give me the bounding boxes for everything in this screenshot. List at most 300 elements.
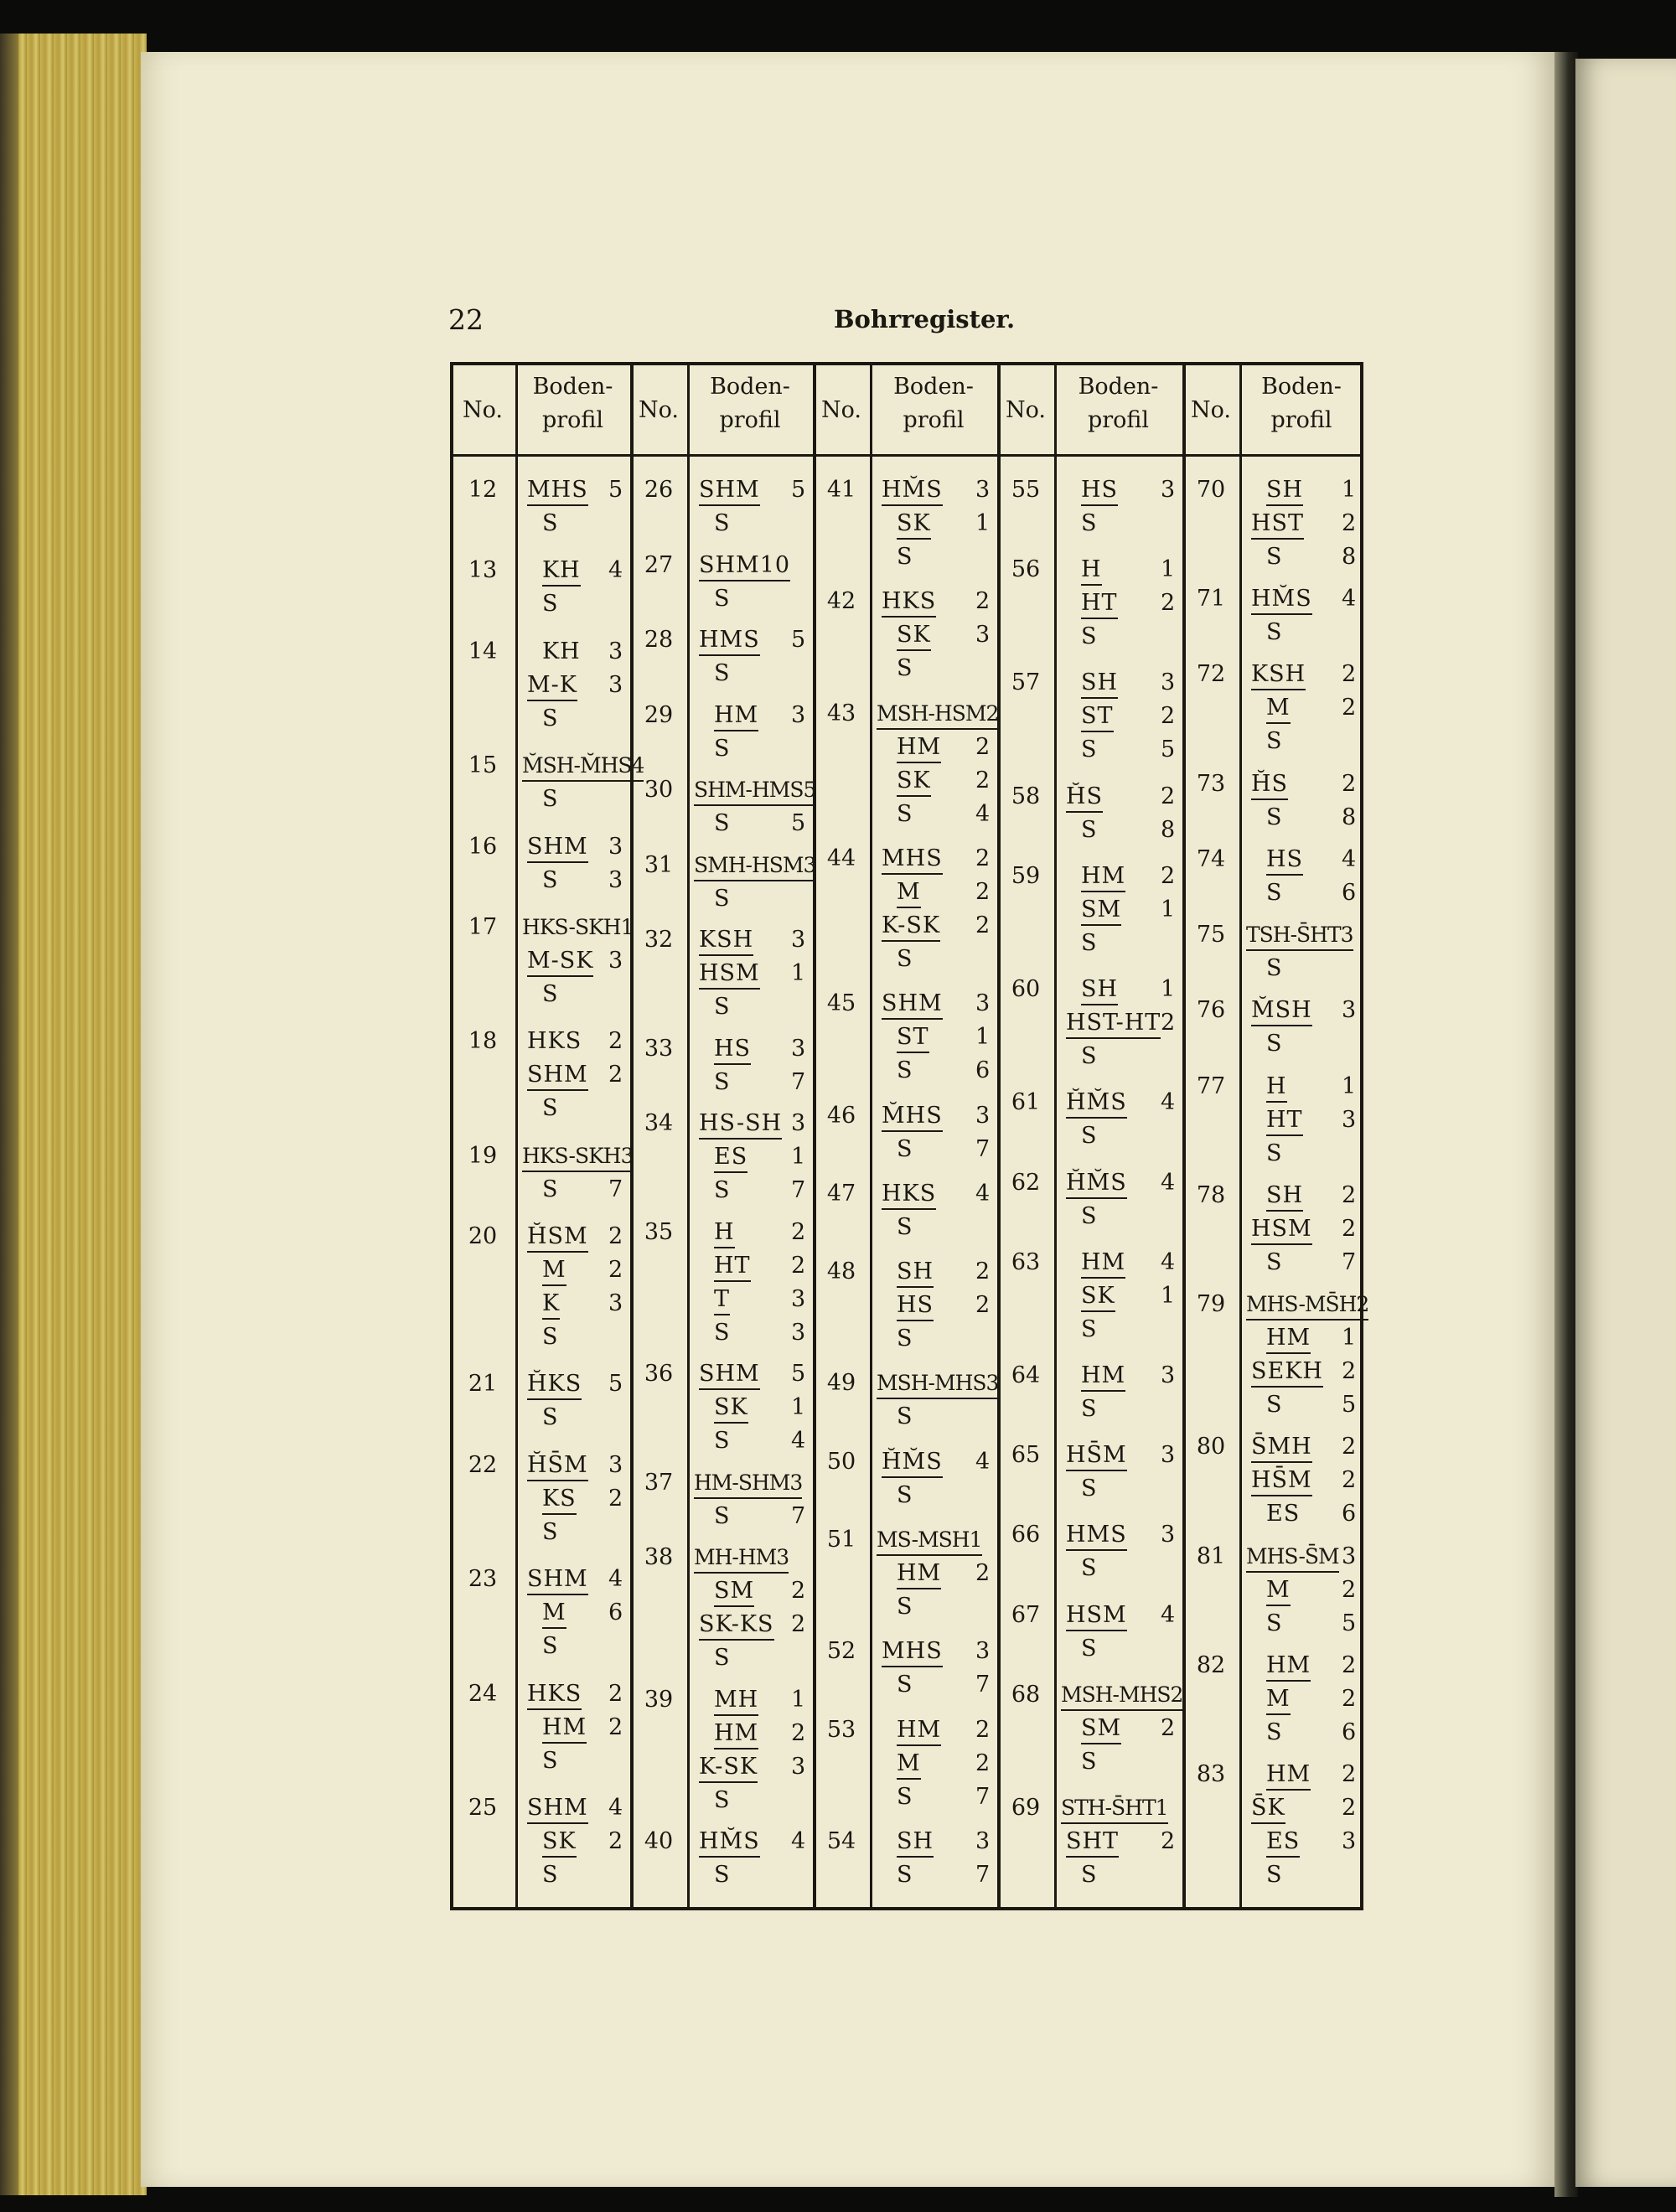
profil-layer — [1061, 1858, 1179, 1892]
layer-depth: 2 — [975, 912, 991, 938]
profil-layer — [877, 1054, 994, 1088]
profil-layer — [522, 911, 634, 944]
layer-depth: 2 — [975, 1749, 991, 1776]
bohrung-number: 35 — [644, 1218, 674, 1245]
header-no: No. — [1191, 397, 1231, 423]
layer-depth: 2 — [1342, 770, 1357, 797]
layer-depth: 2 — [608, 1223, 623, 1250]
bohrung-number: 48 — [826, 1258, 856, 1285]
layer-depth: 3 — [608, 947, 623, 974]
layer-code: H̆S — [1066, 783, 1103, 813]
profil-layer — [1246, 691, 1360, 725]
bohrung-number: 71 — [1196, 586, 1226, 612]
bohrung-number: 66 — [1011, 1522, 1041, 1548]
bohrung-number: 56 — [1011, 556, 1041, 583]
profil-layer — [1061, 1040, 1179, 1073]
layer-depth: 3 — [608, 866, 623, 893]
bodenprofil-entry — [522, 1140, 634, 1207]
bohrung-number: 41 — [826, 477, 856, 503]
layer-depth: 2 — [1161, 703, 1176, 730]
bodenprofil-entry — [877, 1367, 999, 1434]
bodenprofil-entry — [1061, 1791, 1179, 1892]
layer-depth: 5 — [791, 477, 806, 503]
book-gutter — [1554, 52, 1578, 2197]
profil-layer — [522, 783, 627, 816]
layer-depth: 2 — [791, 1611, 806, 1637]
layer-depth: 2 — [608, 1257, 623, 1284]
profil-layer — [522, 1401, 627, 1434]
layer-depth: 1 — [1342, 1325, 1357, 1351]
profil-layer — [694, 1140, 810, 1174]
profil-layer — [877, 909, 994, 943]
layer-code: S — [542, 1747, 559, 1774]
bodenprofil-entry — [694, 699, 810, 766]
book-page-edges — [0, 34, 147, 2195]
profil-layer — [877, 1211, 994, 1244]
bohrung-number: 13 — [468, 557, 498, 584]
layer-code: H̆M̆S — [882, 1448, 943, 1478]
layer-depth: 2 — [975, 767, 991, 793]
layer-code: S — [897, 1213, 913, 1240]
layer-code: KSH — [1251, 660, 1306, 690]
layer-depth: 5 — [791, 627, 806, 653]
bohrung-number: 37 — [644, 1469, 674, 1496]
layer-depth: 3 — [791, 1110, 806, 1136]
bodenprofil-entry — [694, 1683, 810, 1817]
profil-layer — [522, 507, 627, 540]
bohrung-number: 12 — [468, 477, 498, 503]
profil-layer — [694, 507, 810, 540]
layer-code: S — [1266, 1140, 1283, 1166]
profil-layer — [877, 1713, 994, 1747]
profil-layer — [1246, 1388, 1360, 1422]
layer-depth: 2 — [1161, 590, 1176, 617]
bodenprofil-entry — [877, 1099, 994, 1166]
layer-code: S — [897, 544, 913, 570]
profil-layer — [877, 1523, 994, 1557]
profil-layer — [694, 582, 810, 616]
layer-depth: 7 — [975, 1783, 991, 1810]
bodenprofil-entry — [1246, 1179, 1360, 1279]
layer-code: S — [714, 1645, 731, 1671]
layer-depth: 2 — [608, 1680, 623, 1707]
layer-depth: 5 — [791, 1361, 806, 1387]
profil-layer — [1246, 767, 1360, 801]
layer-code: M — [1266, 1685, 1291, 1715]
layer-code: S — [714, 735, 731, 762]
layer-code: SMH-HSM3 — [694, 851, 815, 881]
profil-layer — [1246, 876, 1360, 910]
profil-layer — [522, 1140, 634, 1173]
bohrung-number: 47 — [826, 1180, 856, 1207]
layer-code: S — [1081, 1395, 1098, 1422]
layer-depth: 4 — [791, 1828, 806, 1854]
profil-layer — [877, 876, 994, 909]
layer-depth: 4 — [608, 1795, 623, 1821]
bohrung-number: 18 — [468, 1028, 498, 1055]
bodenprofil-entry — [522, 1677, 627, 1778]
bohrung-number: 70 — [1196, 477, 1226, 503]
layer-code: SK — [542, 1827, 577, 1858]
bodenprofil-entry — [1061, 1518, 1179, 1585]
layer-depth: 5 — [791, 810, 806, 836]
profil-layer — [877, 987, 994, 1021]
profil-layer — [1061, 1279, 1179, 1313]
bodenprofil-entry — [1246, 473, 1360, 574]
layer-code: M̆SH-M̆HS4 — [522, 752, 644, 782]
layer-code: HKS — [527, 1680, 582, 1710]
profil-layer — [1246, 1430, 1360, 1464]
bodenprofil-entry — [1061, 473, 1179, 540]
layer-code: H̆M̆S — [1066, 1088, 1127, 1119]
layer-code: S — [1081, 736, 1098, 763]
layer-code: MSH-MHS2 — [1061, 1681, 1182, 1711]
bodenprofil-entry — [1246, 994, 1360, 1061]
bohrung-number: 25 — [468, 1795, 498, 1821]
layer-depth: 2 — [1342, 510, 1357, 536]
layer-depth: 1 — [975, 510, 991, 536]
profil-layer — [694, 732, 810, 766]
layer-code: M — [897, 1749, 921, 1780]
profil-layer — [694, 1858, 810, 1892]
bohrung-number: 65 — [1011, 1442, 1041, 1469]
profil-layer — [522, 1253, 627, 1287]
layer-code: HM̆S — [882, 476, 943, 506]
layer-code: HKS — [882, 587, 936, 618]
profil-layer — [877, 1133, 994, 1166]
profil-layer — [522, 1367, 627, 1401]
layer-code: HMS — [699, 626, 760, 656]
bodenprofil-entry — [1246, 843, 1360, 910]
profil-layer — [877, 473, 994, 507]
layer-code: MHS — [882, 1637, 943, 1667]
layer-depth: 3 — [608, 833, 623, 860]
profil-layer — [694, 807, 810, 840]
bohrung-number: 79 — [1196, 1291, 1226, 1318]
profil-layer — [877, 697, 999, 731]
bodenprofil-entry — [1246, 918, 1360, 985]
bohrung-number: 38 — [644, 1544, 674, 1570]
profil-layer — [1061, 1678, 1183, 1712]
layer-code: HMS — [1066, 1521, 1127, 1551]
layer-code: S — [897, 1403, 913, 1430]
bodenprofil-entry — [694, 923, 810, 1024]
profil-layer — [1061, 893, 1179, 927]
layer-code: S — [1081, 1202, 1098, 1229]
bodenprofil-entry — [877, 1255, 994, 1356]
layer-depth: 4 — [608, 1566, 623, 1593]
bodenprofil-entry — [877, 473, 994, 574]
header-line: profil — [1270, 407, 1332, 433]
bohrung-number: 16 — [468, 833, 498, 860]
bohrung-number: 22 — [468, 1451, 498, 1478]
layer-depth: 1 — [791, 1686, 806, 1713]
layer-code: H̆KS — [527, 1370, 582, 1400]
profil-layer — [522, 1058, 627, 1092]
bohrung-number: 23 — [468, 1566, 498, 1593]
bohrung-number: 62 — [1011, 1169, 1041, 1196]
layer-depth: 4 — [608, 557, 623, 584]
layer-code: S — [1081, 1862, 1098, 1888]
layer-code: S — [542, 1404, 559, 1431]
layer-depth: 2 — [791, 1719, 806, 1746]
profil-layer — [1061, 1086, 1179, 1119]
header-bodenprofil — [515, 370, 630, 437]
layer-code: HS — [1081, 476, 1118, 506]
layer-code: SHM-HMS5 — [694, 776, 815, 806]
bodenprofil-entry — [1246, 1649, 1360, 1749]
bodenprofil-entry — [1061, 780, 1179, 847]
profil-layer — [694, 1316, 810, 1350]
profil-layer — [1246, 1070, 1360, 1103]
layer-depth: 2 — [1161, 783, 1176, 809]
layer-code: S — [542, 1633, 559, 1660]
layer-depth: 2 — [608, 1485, 623, 1512]
layer-code: KH — [542, 556, 581, 587]
profil-layer — [522, 702, 627, 736]
bodenprofil-entry — [1061, 1599, 1179, 1666]
layer-code: S — [897, 1594, 913, 1620]
layer-depth: 2 — [791, 1252, 806, 1279]
profil-layer — [877, 842, 994, 876]
profil-layer — [522, 1677, 627, 1711]
layer-depth: 2 — [1161, 1714, 1176, 1741]
layer-code: HM-SHM3 — [694, 1469, 802, 1499]
layer-code: S — [1266, 544, 1283, 570]
bodenprofil-entry — [877, 842, 994, 976]
layer-code: SHM — [527, 1061, 588, 1091]
layer-code: HST-HT — [1066, 1009, 1161, 1039]
profil-layer — [877, 1255, 994, 1289]
header-line: Boden- — [532, 374, 613, 400]
profil-layer — [1061, 1006, 1179, 1040]
profil-layer — [1246, 725, 1360, 758]
profil-layer — [694, 849, 816, 882]
layer-depth: 3 — [975, 990, 991, 1017]
layer-depth: 1 — [1161, 1282, 1176, 1309]
profil-layer — [1246, 801, 1360, 835]
profil-layer — [522, 864, 627, 897]
layer-code: M-SK — [527, 947, 593, 977]
layer-depth: 3 — [1342, 997, 1357, 1024]
bohrung-number: 45 — [826, 990, 856, 1017]
layer-depth: 3 — [1342, 1543, 1357, 1569]
profil-layer — [522, 587, 627, 621]
layer-depth: 3 — [975, 622, 991, 649]
profil-layer — [877, 1289, 994, 1322]
profil-layer — [1061, 860, 1179, 893]
bodenprofil-entry — [522, 473, 627, 540]
running-head: Bohrregister. — [834, 305, 1016, 333]
bodenprofil-entry — [694, 1357, 810, 1458]
layer-code: S — [714, 810, 731, 836]
layer-code: SH — [897, 1258, 934, 1288]
layer-depth: 3 — [608, 1290, 623, 1317]
layer-code: SHM — [527, 1565, 588, 1595]
profil-layer — [522, 1563, 627, 1596]
header-line: profil — [541, 407, 604, 433]
layer-code: K-SK — [699, 1753, 758, 1783]
profil-layer — [1061, 666, 1179, 700]
profil-layer — [877, 1021, 994, 1054]
layer-depth: 5 — [608, 1371, 623, 1398]
profil-layer — [694, 923, 810, 957]
layer-depth: 2 — [1342, 695, 1357, 721]
profil-layer — [1246, 658, 1360, 691]
profil-layer — [1061, 507, 1179, 540]
layer-code: MHS — [527, 476, 588, 506]
profil-layer — [877, 540, 994, 574]
bohrung-number: 30 — [644, 777, 674, 803]
layer-depth: 2 — [1342, 1651, 1357, 1678]
column-rule — [870, 362, 872, 1910]
bohrung-number: 72 — [1196, 661, 1226, 688]
profil-layer — [1061, 700, 1179, 733]
layer-code: S — [1081, 1555, 1098, 1582]
header-line: profil — [903, 407, 965, 433]
bohrung-number: 46 — [826, 1102, 856, 1129]
layer-code: SM — [1081, 1714, 1121, 1744]
profil-layer — [1061, 1599, 1179, 1632]
layer-code: S — [542, 1176, 559, 1202]
layer-depth: 3 — [1161, 669, 1176, 696]
layer-code: SK — [714, 1393, 748, 1424]
layer-code: SK-KS — [699, 1610, 774, 1641]
profil-layer — [694, 1500, 810, 1533]
layer-code: H̆M̆S — [1066, 1169, 1127, 1199]
layer-depth: 2 — [1342, 1685, 1357, 1712]
bohrung-number: 21 — [468, 1371, 498, 1398]
bohrung-number: 73 — [1196, 770, 1226, 797]
layer-code: H̆S — [1251, 770, 1288, 800]
layer-code: S — [1081, 1043, 1098, 1070]
layer-code: S — [714, 1428, 731, 1454]
layer-depth: 4 — [1161, 1248, 1176, 1275]
layer-code: MSH-HSM2 — [877, 700, 998, 730]
profil-layer — [1246, 1103, 1360, 1137]
bohrung-number: 63 — [1011, 1248, 1041, 1275]
layer-depth: 3 — [791, 1035, 806, 1062]
layer-depth: 3 — [791, 1285, 806, 1312]
layer-code: S — [1081, 623, 1098, 650]
bohrung-number: 26 — [644, 477, 674, 503]
layer-code: M — [542, 1599, 566, 1629]
header-no: No. — [639, 397, 679, 423]
layer-code: S — [1266, 879, 1283, 906]
profil-layer — [877, 1322, 994, 1356]
layer-code: HM — [1081, 862, 1125, 892]
book-cover-edge — [0, 34, 18, 2195]
profil-layer — [694, 1066, 810, 1099]
layer-code: S — [714, 510, 731, 536]
bodenprofil-entry — [1061, 973, 1179, 1073]
layer-code: S — [1081, 1123, 1098, 1150]
layer-depth: 3 — [791, 1319, 806, 1346]
bodenprofil-entry — [694, 473, 810, 540]
bohrung-number: 81 — [1196, 1543, 1226, 1569]
layer-code: HS — [714, 1035, 751, 1065]
layer-depth: 4 — [975, 1448, 991, 1475]
profil-layer — [522, 1025, 627, 1058]
bohrung-number: 27 — [644, 551, 674, 578]
layer-depth: 2 — [608, 1713, 623, 1740]
profil-layer — [1246, 1649, 1360, 1682]
bohrung-number: 29 — [644, 701, 674, 728]
layer-depth: 6 — [1342, 879, 1357, 906]
profil-layer — [1246, 1791, 1360, 1825]
layer-code: T — [714, 1285, 730, 1315]
layer-code: SHT — [1066, 1827, 1119, 1858]
layer-code: S — [1081, 1315, 1098, 1342]
layer-code: KH — [542, 638, 581, 664]
layer-depth: 2 — [1161, 1010, 1176, 1036]
layer-code: S — [1266, 619, 1283, 646]
profil-layer — [1061, 1313, 1179, 1346]
bohrung-number: 50 — [826, 1448, 856, 1475]
layer-code: S — [542, 786, 559, 813]
bodenprofil-entry — [522, 554, 627, 621]
layer-code: HS̄M — [1251, 1466, 1312, 1496]
profil-layer — [1061, 1518, 1179, 1552]
bohrung-number: 68 — [1011, 1681, 1041, 1708]
bohrung-number: 53 — [826, 1716, 856, 1743]
profil-layer — [1246, 1027, 1360, 1061]
layer-depth: 4 — [975, 800, 991, 827]
bohrung-number: 44 — [826, 845, 856, 871]
layer-code: MHS-S̄M — [1246, 1543, 1339, 1573]
header-bodenprofil — [870, 370, 997, 437]
layer-code: MH — [714, 1686, 758, 1716]
layer-code: S — [1266, 955, 1283, 982]
profil-layer — [1061, 1439, 1179, 1472]
layer-code: MS-MSH1 — [877, 1526, 982, 1556]
layer-code: S — [1266, 1248, 1283, 1275]
layer-depth: 2 — [608, 1028, 623, 1055]
profil-layer — [694, 657, 810, 690]
profil-layer — [877, 943, 994, 976]
layer-code: S — [1266, 1031, 1283, 1057]
bodenprofil-entry — [1061, 1359, 1179, 1426]
bodenprofil-entry — [1246, 582, 1360, 649]
column-rule — [1239, 362, 1242, 1910]
layer-depth: 1 — [1161, 556, 1176, 583]
bodenprofil-entry — [522, 1563, 627, 1663]
layer-code: HM — [897, 1716, 941, 1746]
bohrung-number: 57 — [1011, 669, 1041, 696]
header-line: profil — [719, 407, 781, 433]
layer-code: S — [1266, 1718, 1283, 1745]
layer-code: S — [714, 1862, 731, 1888]
layer-code: S — [542, 1324, 559, 1351]
bodenprofil-entry — [1061, 1086, 1179, 1153]
page-number: 22 — [448, 303, 484, 336]
profil-layer — [877, 1479, 994, 1512]
profil-layer — [694, 699, 810, 732]
profil-layer — [522, 473, 627, 507]
bohrung-number: 34 — [644, 1110, 674, 1136]
layer-code: S — [897, 1672, 913, 1698]
layer-depth: 2 — [975, 1292, 991, 1319]
bodenprofil-entry — [694, 773, 816, 840]
bodenprofil-entry — [877, 1523, 994, 1624]
profil-layer — [1246, 1355, 1360, 1388]
profil-layer — [1246, 1825, 1360, 1858]
layer-depth: 2 — [1161, 862, 1176, 889]
profil-layer — [1061, 927, 1179, 960]
layer-code: HM — [1081, 1362, 1125, 1392]
profil-layer — [877, 798, 994, 831]
layer-code: HKS — [527, 1028, 582, 1055]
